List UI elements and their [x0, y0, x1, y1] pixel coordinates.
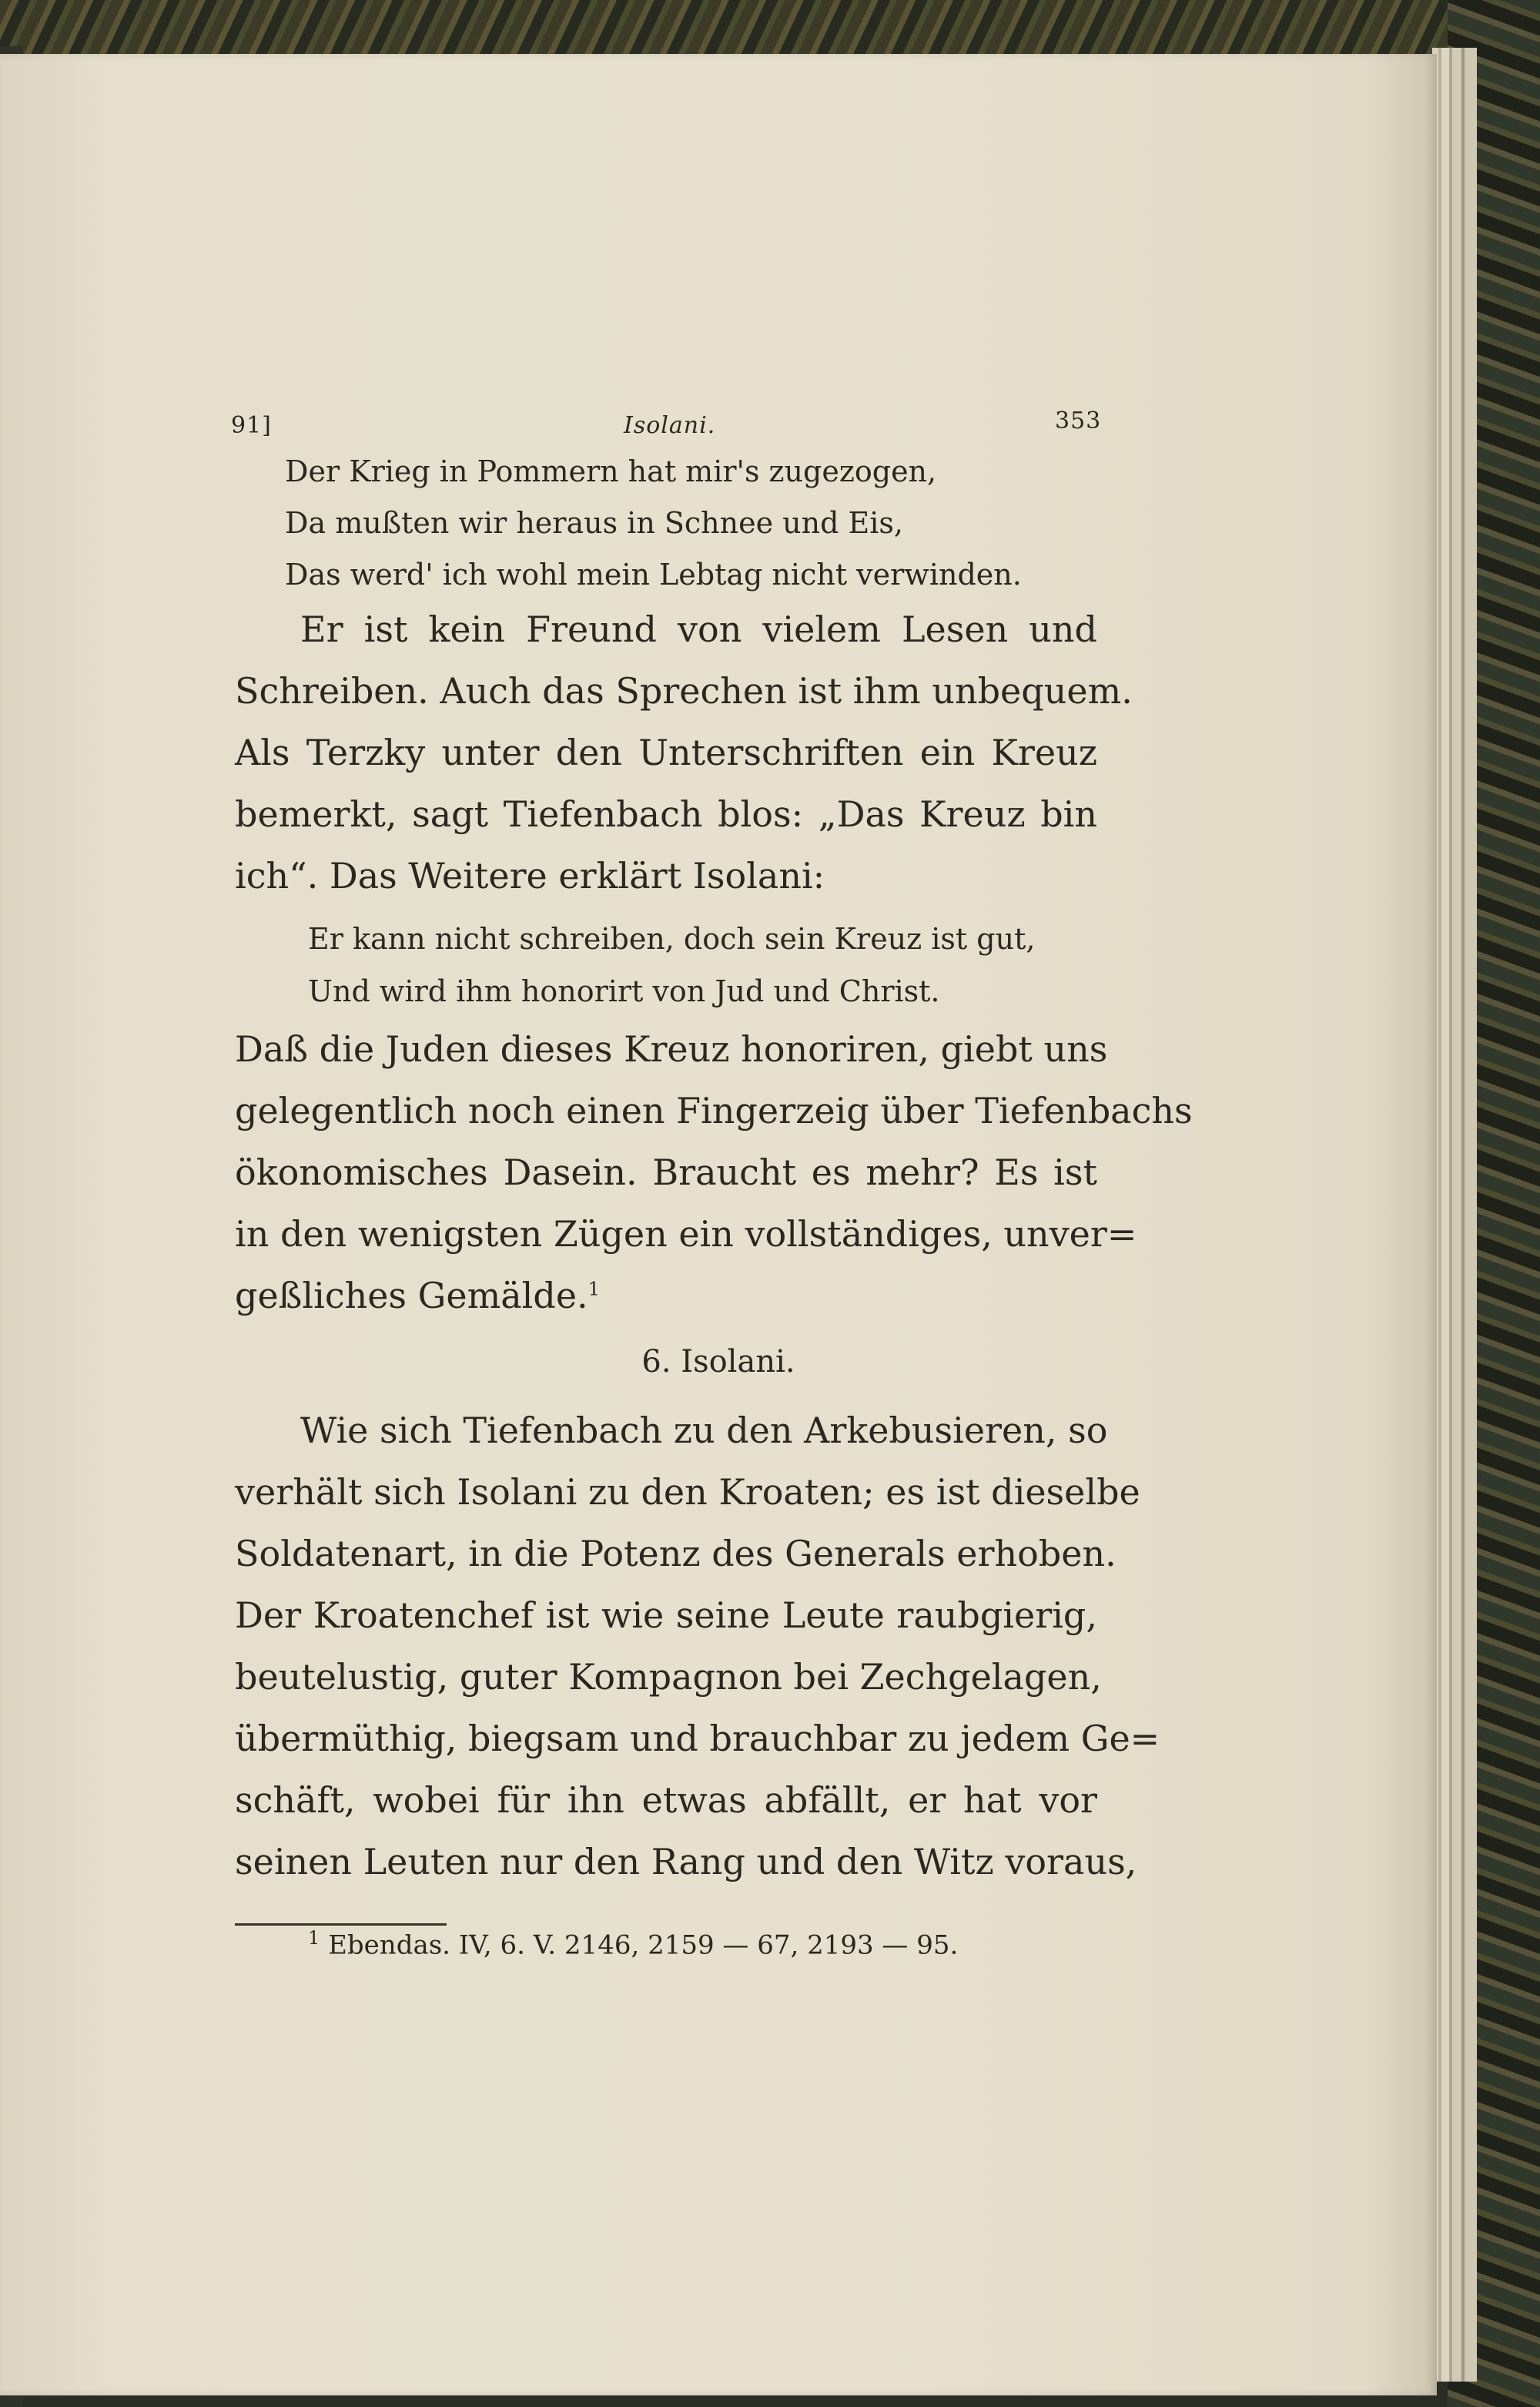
- paragraph-line: Er ist kein Freund von vielem Lesen und: [300, 608, 1097, 650]
- paragraph-line: seinen Leuten nur den Rang und den Witz voraus,: [235, 1841, 1137, 1882]
- page-number: 353: [1055, 407, 1102, 434]
- paragraph-line: Soldatenart, in die Potenz des Generals erhoben.: [235, 1533, 1116, 1574]
- footnote-text: Ebendas. IV, 6. V. 2146, 2159 — 67, 2193 — 95.: [328, 1929, 959, 1961]
- paragraph-line-text: geßliches Gemälde.: [235, 1275, 588, 1316]
- paragraph-line: Der Kroatenchef ist wie seine Leute raubgierig,: [235, 1594, 1097, 1636]
- paragraph-line: beutelustig, guter Kompagnon bei Zechgelagen,: [235, 1656, 1102, 1698]
- footnote-reference: 1: [588, 1278, 600, 1300]
- paragraph-line: ich“. Das Weitere erklärt Isolani:: [235, 855, 825, 897]
- running-title: Isolani.: [624, 412, 716, 439]
- paragraph-line: ökonomisches Dasein. Braucht es mehr? Es ist: [235, 1152, 1097, 1193]
- paragraph-line: Schreiben. Auch das Sprechen ist ihm unbequem.: [235, 670, 1133, 712]
- paragraph-line: verhält sich Isolani zu den Kroaten; es ist dieselbe: [235, 1471, 1140, 1513]
- verse-line: Der Krieg in Pommern hat mir's zugezogen,: [285, 454, 937, 488]
- verse-line: Er kann nicht schreiben, doch sein Kreuz ist gut,: [308, 922, 1036, 956]
- paragraph-line: Daß die Juden dieses Kreuz honoriren, giebt uns: [235, 1028, 1108, 1070]
- section-heading: 6. Isolani.: [641, 1344, 795, 1379]
- footnote-divider: [235, 1923, 447, 1926]
- verse-line: Das werd' ich wohl mein Lebtag nicht verwinden.: [285, 558, 1022, 592]
- paragraph-line: bemerkt, sagt Tiefenbach blos: „Das Kreuz bin: [235, 793, 1097, 835]
- book-page: [0, 54, 1437, 2395]
- paragraph-line: schäft, wobei für ihn etwas abfällt, er hat vor: [235, 1779, 1097, 1821]
- footnote-mark: 1: [308, 1927, 320, 1949]
- book-cover-top: [0, 0, 1540, 62]
- paragraph-line: übermüthig, biegsam und brauchbar zu jedem Ge=: [235, 1718, 1160, 1759]
- verse-line: Und wird ihm honorirt von Jud und Christ.: [308, 974, 940, 1008]
- paragraph-line: Wie sich Tiefenbach zu den Arkebusieren, so: [300, 1410, 1108, 1451]
- footnote: [308, 1927, 958, 1960]
- page-marker: 91]: [231, 412, 272, 439]
- running-header: [0, 407, 1437, 443]
- paragraph-line: gelegentlich noch einen Fingerzeig über Tiefenbachs: [235, 1090, 1193, 1131]
- page-edges: [1432, 48, 1477, 2382]
- paragraph-line: Als Terzky unter den Unterschriften ein Kreuz: [235, 732, 1097, 773]
- paragraph-line: in den wenigsten Zügen ein vollständiges, unver=: [235, 1213, 1137, 1255]
- verse-line: Da mußten wir heraus in Schnee und Eis,: [285, 506, 904, 540]
- paragraph-line: [235, 1275, 600, 1316]
